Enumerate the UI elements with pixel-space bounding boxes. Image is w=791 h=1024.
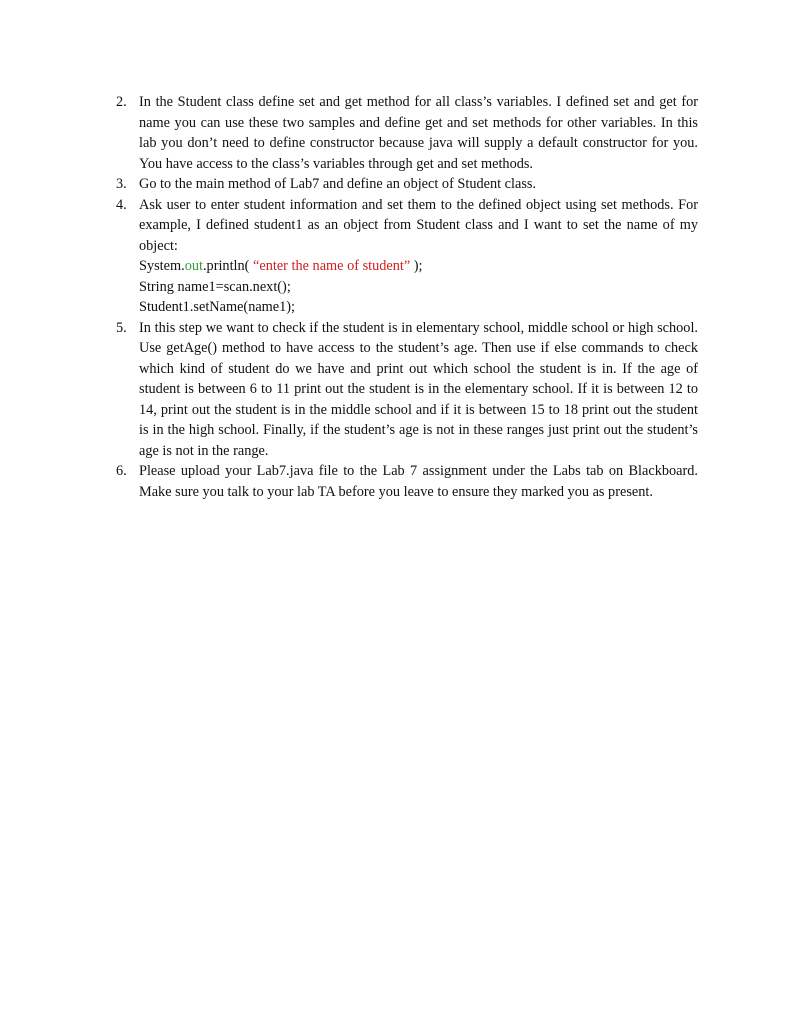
step-number: 3. [116,176,127,192]
code-close: ); [410,258,423,274]
code-string-literal: “enter the name of student” [253,258,411,274]
list-item-step-5 [114,318,698,462]
list-item-step-4 [114,195,698,318]
step-text: Please upload your Lab7.java file to the Lab 7 assignment under the Labs tab on Blackboard. Make sure you talk to your lab TA before you leave to ensure they marked you as present. [139,463,698,500]
list-item-step-2 [114,92,698,174]
code-sample [139,256,698,318]
step-number: 5. [116,319,127,336]
code-system: System. [139,258,185,274]
instruction-list [114,92,698,502]
step-text: Go to the main method of Lab7 and define an object of Student class. [139,176,537,192]
code-out-keyword: out [184,258,203,274]
step-number: 4. [116,196,127,213]
code-println: .println( [202,258,254,274]
list-item-step-3 [114,174,698,195]
step-number: 2. [116,94,127,110]
step-number: 6. [116,463,127,479]
code-line-println [139,256,698,277]
step-text: In the Student class define set and get method for all class’s variables. I defined set and get for name you can use these two samples and define get and set methods for other variables. In this lab you don’t need to define constructor because java will supply a default constructor for you. You have access to the class’s variables through get and set methods. [139,94,698,172]
step-text: In this step we want to check if the student is in elementary school, middle school or high school. Use getAge() method to have access to the student’s age. Then use if else commands to check which kind of student do we have and print out which school the student is in. If the age of student is between 6 to 11 print out the student is in the elementary school. If it is between 12 to 14, print out the student is in the middle school and if it is between 15 to 18 print out the student is in the high school. Finally, if the student’s age is not in these ranges just print out the student’s age is not in the range. [139,319,698,459]
list-item-step-6 [114,461,698,502]
step-text: Ask user to enter student information and set them to the defined object using set methods. For example, I defined student1 as an object from Student class and I want to set the name of my object: [139,196,698,254]
code-line-setname: Student1.setName(name1); [139,299,296,315]
code-line-scan: String name1=scan.next(); [139,278,291,295]
